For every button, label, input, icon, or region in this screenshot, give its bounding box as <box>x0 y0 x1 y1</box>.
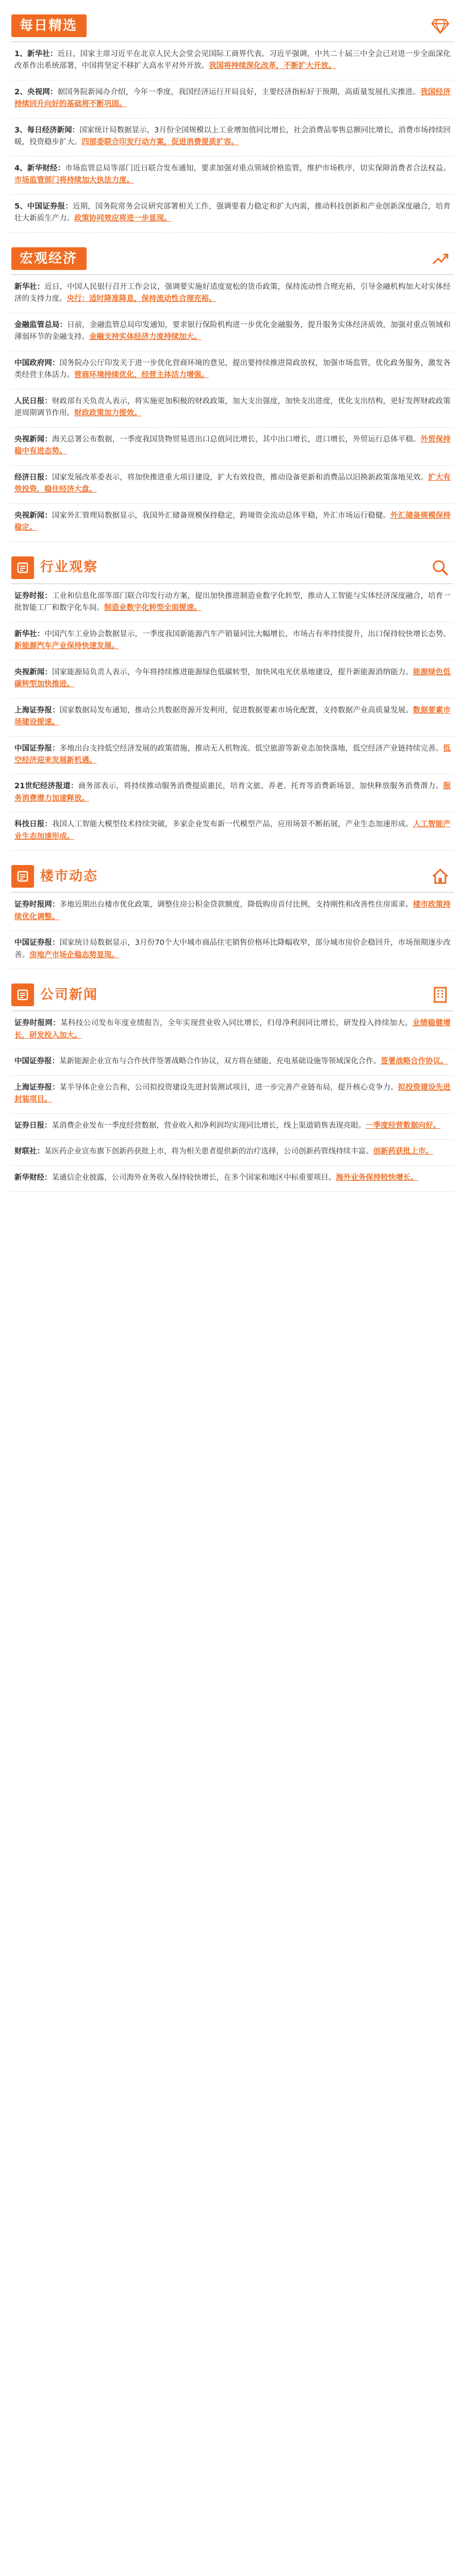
news-item <box>11 1011 454 1049</box>
news-item <box>11 774 454 812</box>
news-highlight: 低空经济迎来发展新机遇。 <box>14 744 451 765</box>
news-item <box>11 1166 454 1192</box>
section-title: 宏观经济 <box>20 250 78 266</box>
news-highlight: 房地产市场企稳态势显现。 <box>29 951 119 959</box>
news-item <box>11 118 454 157</box>
news-body: 国家外汇管理局数据显示，我国外汇储备规模保持稳定，跨境资金流动总体平稳，外汇市场运行稳健。 <box>52 511 391 520</box>
news-source: 中国证券报： <box>14 939 60 947</box>
news-highlight: 外汇储备规模保持稳定。 <box>14 511 451 532</box>
news-source: 财联社： <box>14 1147 44 1156</box>
news-highlight: 我国将持续深化改革，不断扩大开放。 <box>209 62 336 71</box>
page-root <box>0 9 465 1197</box>
section-3 <box>11 860 454 969</box>
news-highlight: 一季度经营数据向好。 <box>366 1121 441 1130</box>
news-body: 国家发展改革委表示，将加快推进重大项目建设，扩大有效投资，推动设备更新和消费品以旧换新政策落地见效。 <box>52 473 428 482</box>
news-highlight: 业绩稳健增长，研发投入加大。 <box>14 1019 451 1040</box>
section-2 <box>11 551 454 851</box>
news-highlight: 财政政策加力提效。 <box>74 409 142 418</box>
news-item <box>11 660 454 699</box>
news-highlight: 海外业务保持较快增长。 <box>336 1173 418 1182</box>
news-highlight: 四部委联合印发行动方案，促进消费提质扩容。 <box>81 138 239 147</box>
section-1 <box>11 242 454 542</box>
list-icon <box>11 556 34 579</box>
diamond-icon <box>431 16 450 35</box>
news-body: 某消费企业发布一季度经营数据，营业收入和净利润均实现同比增长，线上渠道销售表现亮眼。 <box>52 1121 366 1130</box>
building-icon <box>431 986 450 1004</box>
news-source: 经济日报： <box>14 473 52 482</box>
news-highlight: 服务消费潜力加速释放。 <box>14 782 451 803</box>
news-item <box>11 351 454 389</box>
news-body: 某医药企业宣布旗下创新药获批上市，将为相关患者提供新的治疗选择，公司创新药管线持续丰富。 <box>44 1147 373 1156</box>
news-body: 近期，国务院常务会议研究部署相关工作，强调要着力稳定和扩大内需，推动科技创新和产业创新深度融合，培育壮大新质生产力。 <box>14 202 451 223</box>
news-body: 我国人工智能大模型技术持续突破，多家企业发布新一代模型产品，应用场景不断拓展，产业生态加速形成。 <box>52 820 413 829</box>
news-item <box>11 893 454 931</box>
news-source: 新华财经： <box>14 1173 52 1182</box>
news-highlight: 能源绿色低碳转型加快推进。 <box>14 668 451 689</box>
news-source: 5、中国证券报： <box>14 202 73 211</box>
section-title-bar <box>11 556 98 579</box>
news-body: 海关总署公布数据，一季度我国货物贸易进出口总值同比增长，其中出口增长，进口增长，外贸运行总体平稳。 <box>52 435 421 444</box>
news-body: 某科技公司发布年度业绩报告，全年实现营业收入同比增长，归母净利润同比增长，研发投入持续加大。 <box>60 1019 413 1028</box>
news-highlight: 数据要素市场建设提速。 <box>14 706 451 727</box>
news-item <box>11 80 454 118</box>
news-item <box>11 1114 454 1140</box>
list-icon <box>11 984 34 1006</box>
news-highlight: 扩大有效投资，稳住经济大盘。 <box>14 473 451 494</box>
news-item <box>11 157 454 195</box>
news-source: 人民日报： <box>14 397 52 405</box>
news-item <box>11 275 454 313</box>
news-source: 4、新华财经： <box>14 164 65 173</box>
news-item <box>11 428 454 466</box>
news-source: 证券时报网： <box>14 1019 61 1028</box>
news-source: 央视新闻： <box>14 668 52 676</box>
news-source: 央视新闻： <box>14 511 52 520</box>
news-source: 证券时报： <box>14 591 52 600</box>
news-item <box>11 1076 454 1114</box>
news-source: 证券时报网： <box>14 901 60 909</box>
news-item <box>11 313 454 351</box>
search-icon <box>431 558 450 577</box>
news-highlight: 制造业数字化转型全面提速。 <box>104 604 202 613</box>
news-highlight: 外贸保持稳中有进态势。 <box>14 435 451 456</box>
section-header <box>11 9 454 42</box>
section-title-bar <box>11 247 87 270</box>
news-item <box>11 42 454 80</box>
news-highlight: 拟投资建设先进封装项目。 <box>14 1083 451 1104</box>
section-4 <box>11 978 454 1192</box>
news-body: 商务部表示，将持续推动服务消费提质惠民，培育文旅、养老、托育等消费新场景，加快释放服务消费潜力。 <box>78 782 443 791</box>
news-body: 国家统计局数据显示，3月份70个大中城市商品住宅销售价格环比降幅收窄，部分城市房价企稳回升，市场预期逐步改善。 <box>14 939 451 959</box>
section-title: 每日精选 <box>20 18 78 33</box>
news-item <box>11 622 454 660</box>
news-body: 国家数据局发布通知，推动公共数据资源开发利用，促进数据要素市场化配置，支持数据产业高质量发展。 <box>59 706 413 715</box>
section-0 <box>11 9 454 233</box>
news-body: 国家能源局负责人表示，今年将持续推进能源绿色低碳转型，加快风电光伏基地建设，提升新能源消纳能力。 <box>52 668 413 676</box>
section-title-bar <box>11 984 98 1006</box>
news-source: 中国证券报： <box>14 1057 59 1066</box>
news-item <box>11 699 454 737</box>
news-body: 近日，中国人民银行召开工作会议，强调要实施好适度宽松的货币政策，保持流动性合理充裕，引导金融机构加大对实体经济的支持力度。 <box>14 282 451 303</box>
news-body: 某通信企业披露，公司海外业务收入保持较快增长，在多个国家和地区中标重要项目。 <box>52 1173 336 1182</box>
news-item <box>11 389 454 428</box>
news-source: 2、央视网： <box>14 88 58 96</box>
news-body: 多地出台支持低空经济发展的政策措施，推动无人机物流、低空旅游等新业态加快落地，低空经济产业链持续完善。 <box>59 744 443 753</box>
news-highlight: 营商环境持续优化，经营主体活力增强。 <box>74 371 209 380</box>
news-body: 某半导体企业公告称，公司拟投资建设先进封装测试项目，进一步完善产业链布局，提升核心竞争力。 <box>59 1083 398 1092</box>
section-title: 行业观察 <box>40 560 98 575</box>
section-header <box>11 978 454 1011</box>
news-item <box>11 584 454 622</box>
news-highlight: 金融支持实体经济力度持续加大。 <box>89 333 202 342</box>
news-item <box>11 737 454 775</box>
trend-up-icon <box>431 249 450 268</box>
section-title-bar <box>11 14 87 37</box>
news-body: 国家统计局数据显示，3月份全国规模以上工业增加值同比增长，社会消费品零售总额同比增长，消费市场持续回暖，投资稳步扩大。 <box>14 126 451 147</box>
news-body: 多地近期出台楼市优化政策，调整住房公积金贷款额度，降低购房首付比例，支持刚性和改善性住房需求。 <box>59 901 413 909</box>
news-source: 中国政府网： <box>14 359 60 367</box>
news-body: 财政部有关负责人表示，将实施更加积极的财政政策，加大支出强度，加快支出进度，优化支出结构，更好发挥财政政策逆周期调节作用。 <box>14 397 451 418</box>
news-source: 1、新华社： <box>14 50 58 58</box>
list-icon <box>11 865 34 888</box>
news-source: 上海证券报： <box>14 706 60 715</box>
section-title: 公司新闻 <box>40 987 98 1003</box>
news-highlight: 新能源汽车产业保持快速发展。 <box>14 642 119 651</box>
section-header <box>11 860 454 893</box>
section-title: 楼市动态 <box>40 869 98 885</box>
news-source: 新华社： <box>14 282 45 291</box>
news-source: 央视新闻： <box>14 435 52 444</box>
news-body: 日前，金融监管总局印发通知，要求银行保险机构进一步优化金融服务，提升服务实体经济质效，加强对重点领域和薄弱环节的金融支持。 <box>14 320 451 342</box>
news-highlight: 人工智能产业生态加速形成。 <box>14 820 451 841</box>
news-highlight: 政策协同效应将进一步显现。 <box>74 214 172 223</box>
news-source: 科技日报： <box>14 820 52 829</box>
news-source: 金融监管总局： <box>14 320 68 329</box>
news-body: 工业和信息化部等部门联合印发行动方案，提出加快推进制造业数字化转型，推动人工智能与实体经济深度融合，培育一批智能工厂和数字化车间。 <box>14 591 451 613</box>
news-item <box>11 931 454 969</box>
news-highlight: 楼市政策持续优化调整。 <box>14 901 451 921</box>
house-icon <box>431 867 450 886</box>
news-highlight: 央行：适时降准降息，保持流动性合理充裕。 <box>67 295 217 303</box>
news-item <box>11 504 454 542</box>
section-header <box>11 242 454 275</box>
news-source: 3、每日经济新闻： <box>14 126 80 134</box>
news-body: 市场监管总局等部门近日联合发布通知，要求加强对重点领域价格监管，维护市场秩序，切实保障消费者合法权益。 <box>65 164 451 173</box>
news-item <box>11 1140 454 1165</box>
news-source: 证券日报： <box>14 1121 52 1130</box>
news-item <box>11 812 454 851</box>
section-header <box>11 551 454 584</box>
news-source: 21世纪经济报道： <box>14 782 78 791</box>
section-title-bar <box>11 865 98 888</box>
news-highlight: 市场监管部门将持续加大执法力度。 <box>14 176 134 185</box>
news-item <box>11 1049 454 1075</box>
news-item <box>11 466 454 504</box>
news-source: 中国证券报： <box>14 744 60 753</box>
news-highlight: 创新药获批上市。 <box>373 1147 433 1156</box>
news-body: 据国务院新闻办介绍，今年一季度，我国经济运行开局良好，主要经济指标好于预期，高质量发展扎实推进。 <box>57 88 421 96</box>
news-item <box>11 195 454 233</box>
news-body: 近日，国家主席习近平在北京人民大会堂会见国际工商界代表。习近平强调，中共二十届三中全会已对进一步全面深化改革作出系统部署，中国将坚定不移扩大高水平对外开放。 <box>14 50 451 71</box>
news-source: 上海证券报： <box>14 1083 60 1092</box>
news-body: 国务院办公厅印发关于进一步优化营商环境的意见，提出要持续推进简政放权，加强市场监管，优化政务服务，激发各类经营主体活力。 <box>14 359 451 380</box>
news-highlight: 签署战略合作协议。 <box>380 1057 448 1066</box>
news-source: 新华社： <box>14 630 45 638</box>
news-highlight: 我国经济持续回升向好的基础将不断巩固。 <box>14 88 451 109</box>
news-body: 中国汽车工业协会数据显示，一季度我国新能源汽车产销量同比大幅增长，市场占有率持续提升，出口保持较快增长态势。 <box>44 630 451 638</box>
news-body: 某新能源企业宣布与合作伙伴签署战略合作协议，双方将在储能、充电基础设施等领域深化合作。 <box>59 1057 381 1066</box>
